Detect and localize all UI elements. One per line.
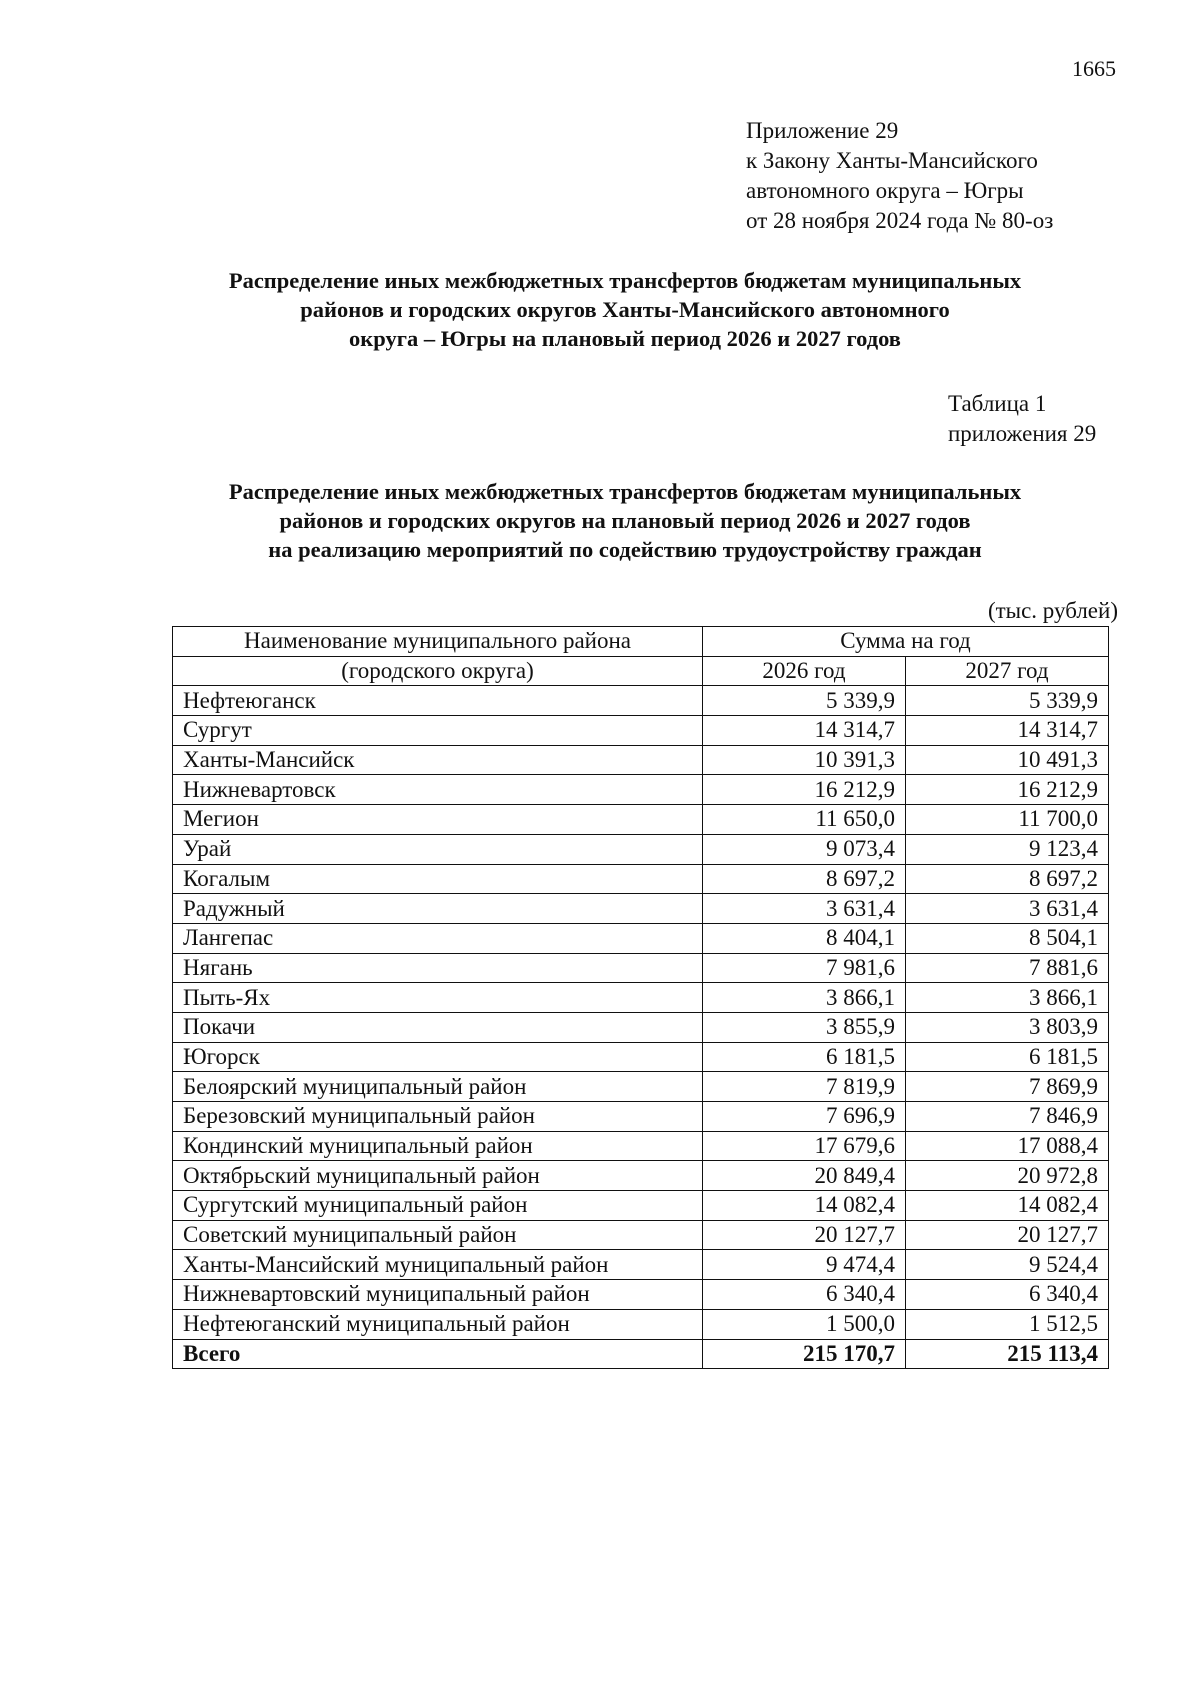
amount-2027-cell: 8 504,1 bbox=[906, 923, 1109, 953]
header-name-cell-continued: (городского округа) bbox=[173, 656, 703, 686]
municipality-name-cell: Березовский муниципальный район bbox=[173, 1102, 703, 1132]
municipality-name-cell: Нягань bbox=[173, 953, 703, 983]
amount-2027-cell: 20 972,8 bbox=[906, 1161, 1109, 1191]
main-heading bbox=[150, 266, 1100, 353]
amount-2026-cell: 3 866,1 bbox=[703, 983, 906, 1013]
main-heading-line: округа – Югры на плановый период 2026 и 2027 годов bbox=[349, 326, 901, 351]
amount-2026-cell: 3 631,4 bbox=[703, 894, 906, 924]
municipality-name-cell: Лангепас bbox=[173, 923, 703, 953]
amount-2026-cell: 8 404,1 bbox=[703, 923, 906, 953]
table-row bbox=[173, 686, 1109, 716]
appendix-line: Приложение 29 bbox=[746, 118, 899, 143]
municipality-name-cell: Мегион bbox=[173, 805, 703, 835]
main-heading-line: районов и городских округов Ханты-Мансийского автономного bbox=[300, 297, 950, 322]
amount-2026-cell: 14 314,7 bbox=[703, 716, 906, 746]
amount-2026-cell: 9 474,4 bbox=[703, 1250, 906, 1280]
table-row bbox=[173, 923, 1109, 953]
amount-2027-cell: 17 088,4 bbox=[906, 1131, 1109, 1161]
municipality-name-cell: Нижневартовск bbox=[173, 775, 703, 805]
amount-2027-cell: 7 846,9 bbox=[906, 1102, 1109, 1132]
table-label-line: приложения 29 bbox=[948, 421, 1097, 446]
table-heading-line: Распределение иных межбюджетных трансфертов бюджетам муниципальных bbox=[228, 479, 1022, 504]
amount-2027-cell: 6 340,4 bbox=[906, 1280, 1109, 1310]
table-label bbox=[948, 389, 1096, 449]
table-row bbox=[173, 1131, 1109, 1161]
appendix-line: к Закону Ханты-Мансийского bbox=[746, 148, 1038, 173]
amount-2026-cell: 1 500,0 bbox=[703, 1309, 906, 1339]
transfers-table bbox=[172, 626, 1109, 1369]
municipality-name-cell: Белоярский муниципальный район bbox=[173, 1072, 703, 1102]
header-name-cell: Наименование муниципального района bbox=[173, 627, 703, 657]
table-heading-line: районов и городских округов на плановый период 2026 и 2027 годов bbox=[279, 508, 971, 533]
municipality-name-cell: Сургутский муниципальный район bbox=[173, 1191, 703, 1221]
table-row bbox=[173, 1250, 1109, 1280]
amount-2026-cell: 20 849,4 bbox=[703, 1161, 906, 1191]
amount-2027-cell: 5 339,9 bbox=[906, 686, 1109, 716]
page-number: 1665 bbox=[1072, 56, 1116, 81]
table-body bbox=[173, 686, 1109, 1369]
amount-2027-cell: 9 123,4 bbox=[906, 834, 1109, 864]
municipality-name-cell: Югорск bbox=[173, 1042, 703, 1072]
amount-2027-cell: 1 512,5 bbox=[906, 1309, 1109, 1339]
units-label: (тыс. рублей) bbox=[987, 598, 1118, 623]
table-row bbox=[173, 894, 1109, 924]
amount-2026-cell: 6 181,5 bbox=[703, 1042, 906, 1072]
amount-2027-cell: 14 314,7 bbox=[906, 716, 1109, 746]
table-row bbox=[173, 953, 1109, 983]
table-row bbox=[173, 775, 1109, 805]
amount-2026-cell: 10 391,3 bbox=[703, 745, 906, 775]
amount-2027-cell: 20 127,7 bbox=[906, 1220, 1109, 1250]
amount-2027-cell: 6 181,5 bbox=[906, 1042, 1109, 1072]
table-header-row bbox=[173, 627, 1109, 657]
amount-2027-cell: 3 866,1 bbox=[906, 983, 1109, 1013]
table-row bbox=[173, 805, 1109, 835]
amount-2026-cell: 6 340,4 bbox=[703, 1280, 906, 1310]
municipality-name-cell: Нижневартовский муниципальный район bbox=[173, 1280, 703, 1310]
amount-2027-cell: 10 491,3 bbox=[906, 745, 1109, 775]
amount-2026-cell: 7 981,6 bbox=[703, 953, 906, 983]
amount-2026-cell: 7 819,9 bbox=[703, 1072, 906, 1102]
municipality-name-cell: Урай bbox=[173, 834, 703, 864]
table-row bbox=[173, 1102, 1109, 1132]
table-row bbox=[173, 1309, 1109, 1339]
table-row bbox=[173, 1012, 1109, 1042]
amount-2026-cell: 11 650,0 bbox=[703, 805, 906, 835]
amount-2026-cell: 7 696,9 bbox=[703, 1102, 906, 1132]
table-heading bbox=[150, 477, 1100, 564]
main-heading-line: Распределение иных межбюджетных трансфертов бюджетам муниципальных bbox=[228, 268, 1022, 293]
municipality-name-cell: Всего bbox=[173, 1339, 703, 1369]
amount-2026-cell: 215 170,7 bbox=[703, 1339, 906, 1369]
municipality-name-cell: Пыть-Ях bbox=[173, 983, 703, 1013]
amount-2026-cell: 8 697,2 bbox=[703, 864, 906, 894]
amount-2026-cell: 20 127,7 bbox=[703, 1220, 906, 1250]
municipality-name-cell: Кондинский муниципальный район bbox=[173, 1131, 703, 1161]
table-row bbox=[173, 716, 1109, 746]
header-sum-group-cell: Сумма на год bbox=[703, 627, 1109, 657]
table-row bbox=[173, 864, 1109, 894]
amount-2027-cell: 14 082,4 bbox=[906, 1191, 1109, 1221]
amount-2027-cell: 11 700,0 bbox=[906, 805, 1109, 835]
municipality-name-cell: Нефтеюганск bbox=[173, 686, 703, 716]
appendix-line: от 28 ноября 2024 года № 80-оз bbox=[746, 208, 1054, 233]
amount-2026-cell: 16 212,9 bbox=[703, 775, 906, 805]
amount-2027-cell: 9 524,4 bbox=[906, 1250, 1109, 1280]
municipality-name-cell: Ханты-Мансийский муниципальный район bbox=[173, 1250, 703, 1280]
amount-2027-cell: 215 113,4 bbox=[906, 1339, 1109, 1369]
municipality-name-cell: Октябрьский муниципальный район bbox=[173, 1161, 703, 1191]
amount-2027-cell: 3 631,4 bbox=[906, 894, 1109, 924]
municipality-name-cell: Покачи bbox=[173, 1012, 703, 1042]
table-label-line: Таблица 1 bbox=[948, 391, 1047, 416]
table-row bbox=[173, 1042, 1109, 1072]
municipality-name-cell: Ханты-Мансийск bbox=[173, 745, 703, 775]
amount-2027-cell: 8 697,2 bbox=[906, 864, 1109, 894]
amount-2026-cell: 5 339,9 bbox=[703, 686, 906, 716]
appendix-reference bbox=[746, 116, 1053, 236]
amount-2026-cell: 14 082,4 bbox=[703, 1191, 906, 1221]
table-total-row bbox=[173, 1339, 1109, 1369]
amount-2027-cell: 7 881,6 bbox=[906, 953, 1109, 983]
table-row bbox=[173, 1161, 1109, 1191]
table-row bbox=[173, 1072, 1109, 1102]
municipality-name-cell: Радужный bbox=[173, 894, 703, 924]
amount-2027-cell: 7 869,9 bbox=[906, 1072, 1109, 1102]
table-heading-line: на реализацию мероприятий по содействию трудоустройству граждан bbox=[268, 537, 982, 562]
table-row bbox=[173, 1220, 1109, 1250]
municipality-name-cell: Советский муниципальный район bbox=[173, 1220, 703, 1250]
table-row bbox=[173, 1191, 1109, 1221]
header-year-2027: 2027 год bbox=[906, 656, 1109, 686]
table-header-row bbox=[173, 656, 1109, 686]
table-row bbox=[173, 834, 1109, 864]
municipality-name-cell: Сургут bbox=[173, 716, 703, 746]
municipality-name-cell: Нефтеюганский муниципальный район bbox=[173, 1309, 703, 1339]
amount-2027-cell: 3 803,9 bbox=[906, 1012, 1109, 1042]
amount-2026-cell: 3 855,9 bbox=[703, 1012, 906, 1042]
amount-2026-cell: 9 073,4 bbox=[703, 834, 906, 864]
table-row bbox=[173, 745, 1109, 775]
appendix-line: автономного округа – Югры bbox=[746, 178, 1024, 203]
municipality-name-cell: Когалым bbox=[173, 864, 703, 894]
amount-2027-cell: 16 212,9 bbox=[906, 775, 1109, 805]
table-row bbox=[173, 983, 1109, 1013]
amount-2026-cell: 17 679,6 bbox=[703, 1131, 906, 1161]
header-year-2026: 2026 год bbox=[703, 656, 906, 686]
table-row bbox=[173, 1280, 1109, 1310]
